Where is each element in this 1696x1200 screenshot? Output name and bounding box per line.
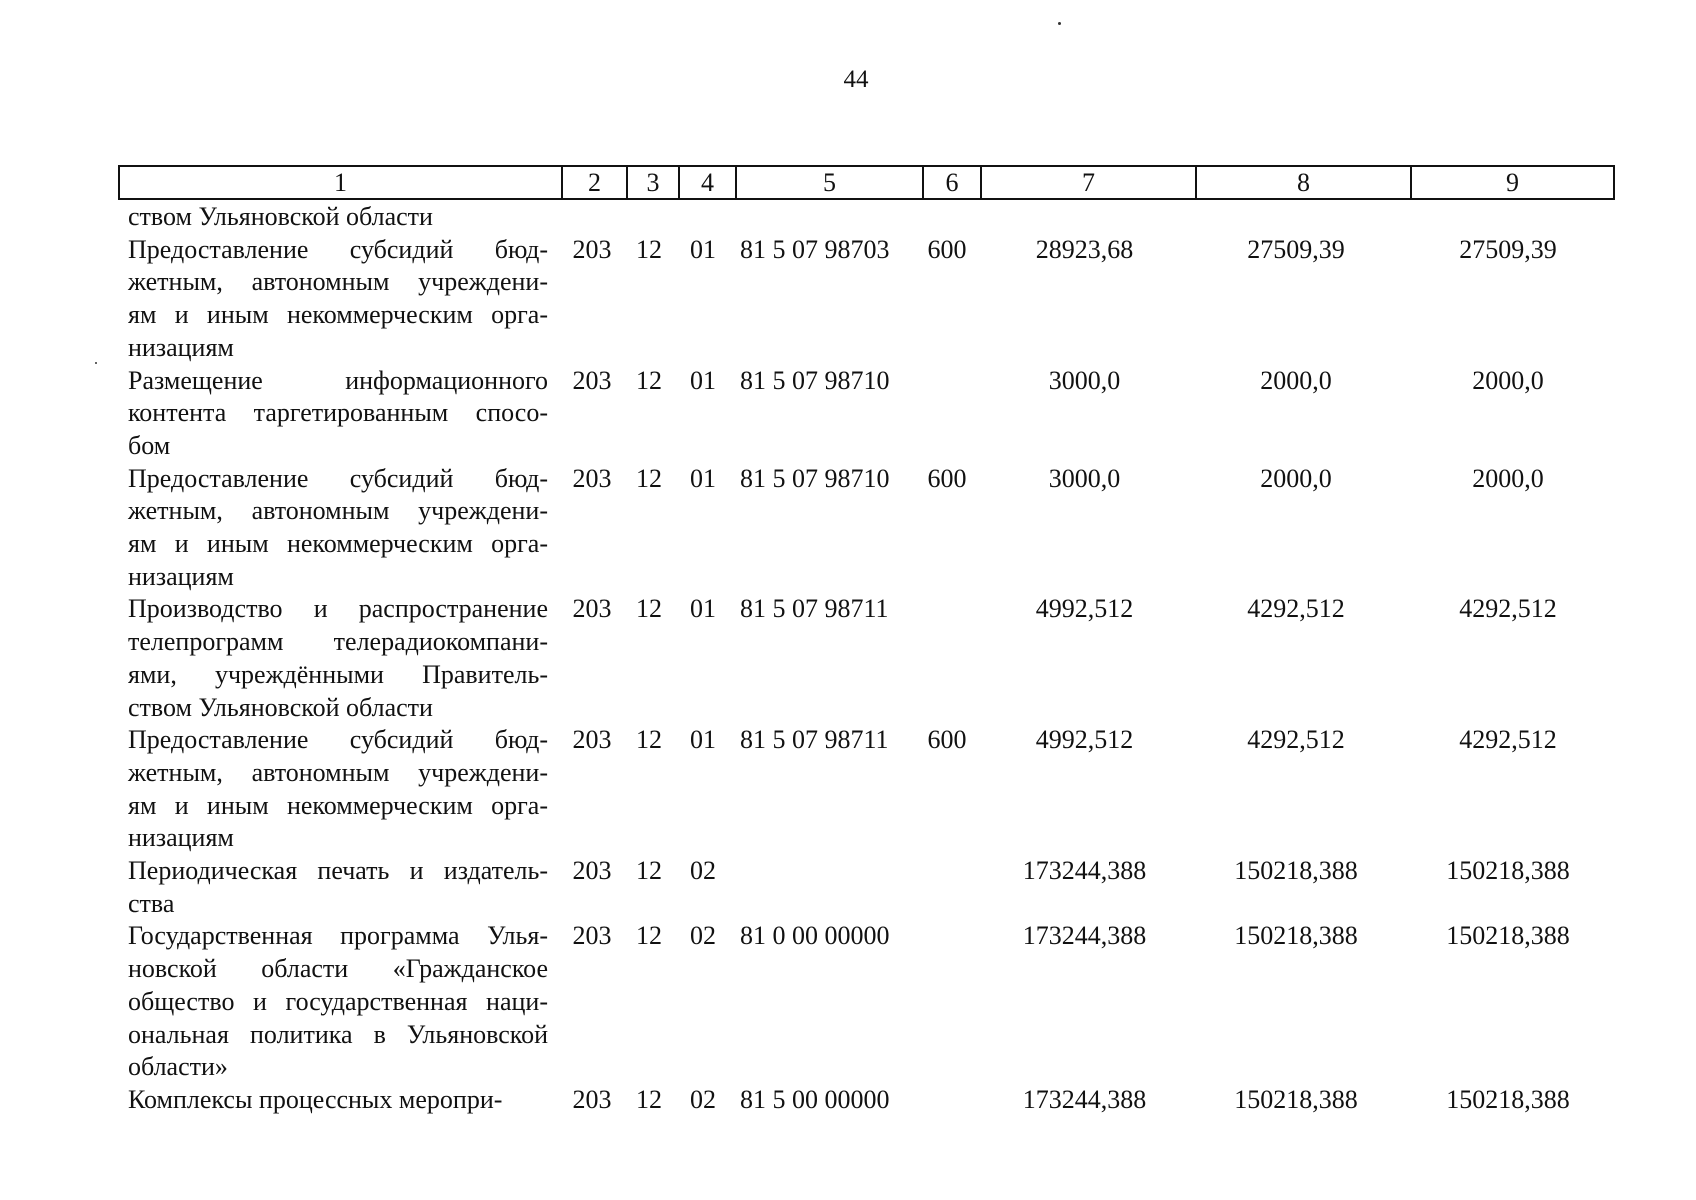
- description-line: ональная политика в Ульяновской: [128, 1019, 548, 1049]
- table-row: [118, 724, 1613, 855]
- row-description: [118, 1084, 548, 1117]
- cell-col-3: 12: [636, 594, 662, 624]
- table-row: [118, 593, 1613, 724]
- row-description: [118, 920, 548, 1084]
- cell-col-8: 150218,388: [1234, 921, 1358, 951]
- cell-col-4: 01: [690, 234, 716, 264]
- scan-speck: [1058, 22, 1061, 25]
- cell-col-7: 28923,68: [1035, 234, 1134, 264]
- row-description: [118, 463, 548, 594]
- cell-col-9: 150218,388: [1446, 921, 1570, 951]
- header-col-3: 3: [627, 166, 679, 199]
- cell-col-2: 203: [572, 365, 612, 395]
- table-row: [118, 1084, 1613, 1117]
- description-line: области»: [128, 1052, 228, 1082]
- cell-col-3: 12: [636, 725, 662, 755]
- description-line: телепрограмм телерадиокомпани-: [128, 627, 548, 657]
- row-description: [118, 365, 548, 463]
- cell-col-3: 12: [636, 234, 662, 264]
- cell-col-4: 01: [690, 594, 716, 624]
- row-description: [118, 234, 548, 365]
- scan-speck: [95, 362, 97, 364]
- cell-col-5: 81 5 07 98703: [740, 234, 890, 264]
- description-line: ями, учреждёнными Правитель-: [128, 659, 548, 689]
- description-line: ства: [128, 888, 175, 918]
- cell-col-5: 81 5 07 98711: [740, 725, 889, 755]
- cell-col-2: 203: [572, 463, 612, 493]
- row-description: [118, 855, 548, 920]
- cell-col-9: 4292,512: [1459, 725, 1557, 755]
- page-number: 44: [843, 66, 869, 93]
- row-description: [118, 724, 548, 855]
- cell-col-3: 12: [636, 365, 662, 395]
- cell-col-2: 203: [572, 921, 612, 951]
- cell-col-7: 4992,512: [1035, 594, 1134, 624]
- description-line: жетным, автономным учреждени-: [128, 496, 548, 526]
- cell-col-3: 12: [636, 921, 662, 951]
- table-body: [118, 201, 1613, 1117]
- cell-col-5: 81 5 00 00000: [740, 1084, 890, 1114]
- cell-col-5: 81 5 07 98711: [740, 594, 889, 624]
- description-line: Производство и распространение: [128, 594, 548, 624]
- cell-col-9: 150218,388: [1446, 856, 1570, 886]
- header-col-4: 4: [679, 166, 736, 199]
- table-row: [118, 365, 1613, 463]
- header-col-7: 7: [981, 166, 1196, 199]
- description-line: низациям: [128, 332, 234, 362]
- cell-col-2: 203: [572, 234, 612, 264]
- cell-col-9: 4292,512: [1459, 594, 1557, 624]
- description-line: Предоставление субсидий бюд-: [128, 725, 548, 755]
- cell-col-3: 12: [636, 1084, 662, 1114]
- cell-col-4: 01: [690, 725, 716, 755]
- description-line: новской области «Гражданское: [128, 954, 548, 984]
- cell-col-8: 150218,388: [1234, 856, 1358, 886]
- cell-col-8: 4292,512: [1247, 725, 1345, 755]
- description-line: Государственная программа Улья-: [128, 921, 548, 951]
- cell-col-8: 2000,0: [1260, 463, 1332, 493]
- cell-col-6: 600: [927, 234, 967, 264]
- table-row: [118, 855, 1613, 920]
- table-row: [118, 201, 1613, 234]
- description-line: ям и иным некоммерческим орга-: [128, 790, 548, 820]
- cell-col-5: 81 5 07 98710: [740, 365, 890, 395]
- cell-col-7: 3000,0: [1048, 463, 1121, 493]
- cell-col-8: 4292,512: [1247, 594, 1345, 624]
- cell-col-5: 81 0 00 00000: [740, 921, 890, 951]
- cell-col-4: 02: [690, 921, 716, 951]
- cell-col-7: 173244,388: [1022, 856, 1147, 886]
- description-line: Периодическая печать и издатель-: [128, 856, 548, 886]
- table-row: [118, 234, 1613, 365]
- header-col-6: 6: [923, 166, 981, 199]
- cell-col-2: 203: [572, 856, 612, 886]
- cell-col-4: 02: [690, 856, 716, 886]
- row-description: [118, 593, 548, 724]
- table-header: [118, 165, 1615, 200]
- header-col-2: 2: [562, 166, 627, 199]
- description-line: ством Ульяновской области: [128, 202, 433, 231]
- cell-col-3: 12: [636, 463, 662, 493]
- description-line: низациям: [128, 823, 234, 853]
- cell-col-8: 27509,39: [1247, 234, 1345, 264]
- cell-col-3: 12: [636, 856, 662, 886]
- cell-col-2: 203: [572, 1084, 612, 1114]
- header-col-5: 5: [736, 166, 923, 199]
- cell-col-8: 2000,0: [1260, 365, 1332, 395]
- row-description: [118, 201, 548, 234]
- header-col-8: 8: [1196, 166, 1411, 199]
- description-line: Предоставление субсидий бюд-: [128, 463, 548, 493]
- cell-col-7: 4992,512: [1035, 725, 1134, 755]
- cell-col-6: 600: [927, 725, 967, 755]
- cell-col-4: 02: [690, 1084, 716, 1114]
- description-line: Комплексы процессных меропри-: [128, 1084, 503, 1114]
- description-line: общество и государственная наци-: [128, 986, 548, 1016]
- cell-col-2: 203: [572, 725, 612, 755]
- description-line: жетным, автономным учреждени-: [128, 757, 548, 787]
- description-line: бом: [128, 430, 171, 460]
- description-line: Размещение информационного: [128, 365, 548, 395]
- description-line: жетным, автономным учреждени-: [128, 267, 548, 297]
- cell-col-6: 600: [927, 463, 967, 493]
- cell-col-7: 3000,0: [1048, 365, 1121, 395]
- cell-col-8: 150218,388: [1234, 1084, 1358, 1114]
- description-line: контента таргетированным спосо-: [128, 398, 548, 428]
- description-line: низациям: [128, 561, 234, 591]
- header-col-9: 9: [1411, 166, 1614, 199]
- cell-col-9: 2000,0: [1472, 365, 1544, 395]
- cell-col-7: 173244,388: [1022, 921, 1147, 951]
- description-line: ям и иным некоммерческим орга-: [128, 529, 548, 559]
- table-row: [118, 463, 1613, 594]
- cell-col-5: 81 5 07 98710: [740, 463, 890, 493]
- cell-col-9: 150218,388: [1446, 1084, 1570, 1114]
- description-line: ством Ульяновской области: [128, 692, 433, 722]
- cell-col-9: 27509,39: [1459, 234, 1557, 264]
- table-row: [118, 920, 1613, 1084]
- cell-col-4: 01: [690, 463, 716, 493]
- description-line: ям и иным некоммерческим орга-: [128, 300, 548, 330]
- cell-col-4: 01: [690, 365, 716, 395]
- description-line: Предоставление субсидий бюд-: [128, 234, 548, 264]
- cell-col-9: 2000,0: [1472, 463, 1544, 493]
- cell-col-2: 203: [572, 594, 612, 624]
- header-col-1: 1: [119, 166, 562, 199]
- cell-col-7: 173244,388: [1022, 1084, 1147, 1114]
